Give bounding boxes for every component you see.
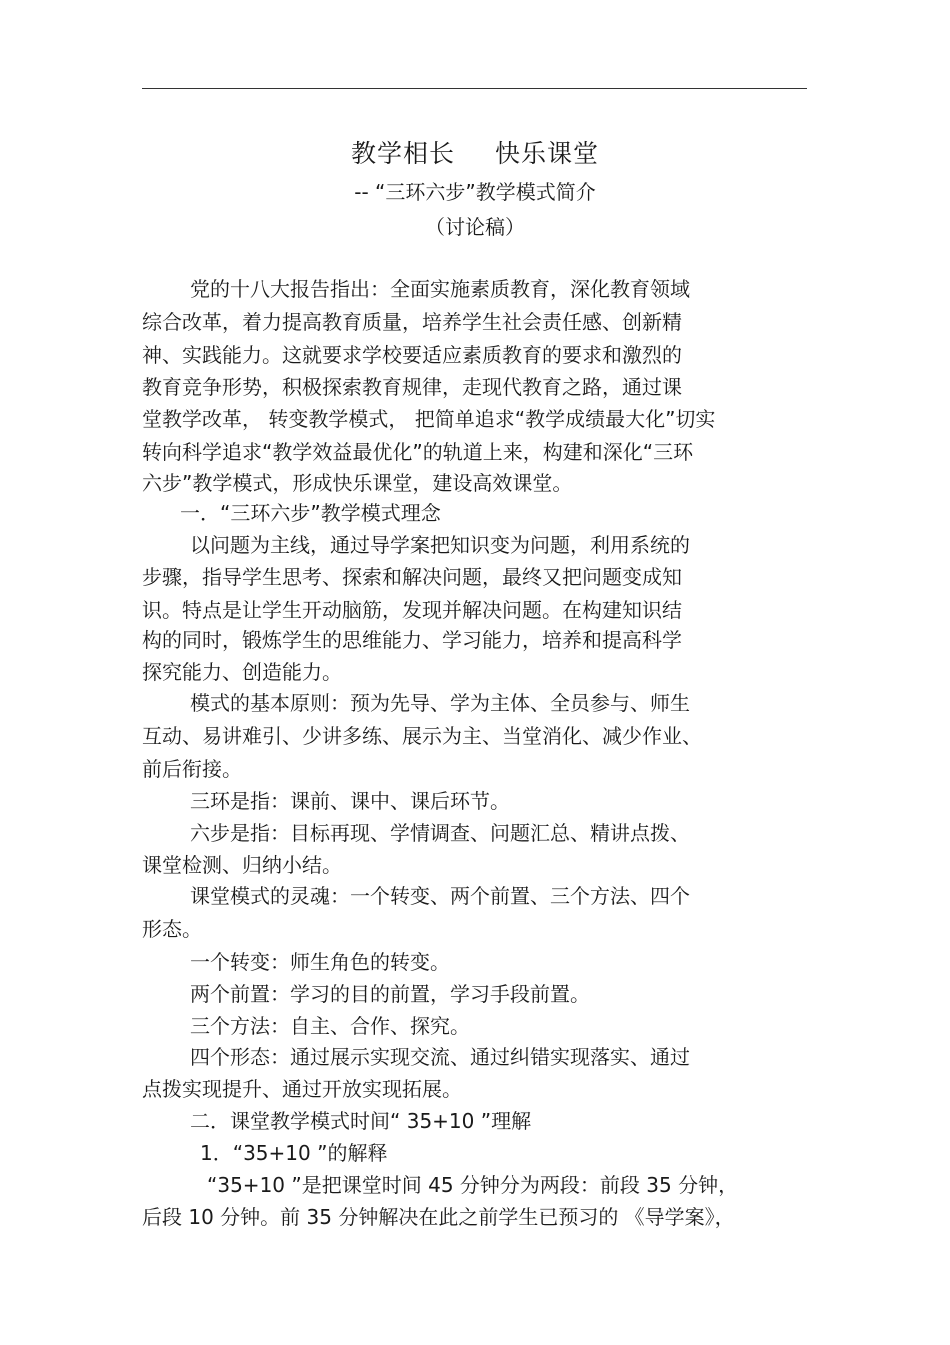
body-line: 转向科学追求“教学效益最优化”的轨道上来，构建和深化“三环 [142,440,694,464]
header-rule [142,88,807,89]
body-line: 步骤，指导学生思考、探索和解决问题，最终又把问题变成知 [142,565,682,589]
body-line: 以问题为主线，通过导学案把知识变为问题，利用系统的 [190,533,690,557]
document-title [0,134,950,170]
body-line: 三个方法：自主、合作、探究。 [190,1014,470,1038]
body-line: 六步”教学模式，形成快乐课堂，建设高效课堂。 [142,471,573,495]
body-line: 探究能力、创造能力。 [142,660,342,684]
body-line: 互动、易讲难引、少讲多练、展示为主、当堂消化、减少作业、 [142,724,702,748]
document-subtitle: -- “三环六步”教学模式简介 [354,180,596,204]
body-line: 一个转变：师生角色的转变。 [190,950,450,974]
body-line: “35+10 ”是把课堂时间 45 分钟分为两段：前段 35 分钟， [207,1173,739,1197]
body-line: 四个形态：通过展示实现交流、通过纠错实现落实、通过 [190,1045,690,1069]
body-line: 后段 10 分钟。前 35 分钟解决在此之前学生已预习的 《导学案》， [142,1205,735,1229]
title-part-2: 快乐课堂 [495,139,600,168]
body-line: 教育竞争形势，积极探索教育规律，走现代教育之路，通过课 [142,375,682,399]
body-line: 六步是指：目标再现、学情调查、问题汇总、精讲点拨、 [190,821,690,845]
section-heading: 一．“三环六步”教学模式理念 [180,501,441,525]
body-line: 前后衔接。 [142,757,242,781]
body-line: 识。特点是让学生开动脑筋，发现并解决问题。在构建知识结 [142,598,682,622]
body-line: 课堂检测、归纳小结。 [142,853,342,877]
draft-label: （讨论稿） [425,215,525,239]
title-part-1: 教学相长 [350,139,455,168]
body-line: 构的同时，锻炼学生的思维能力、学习能力，培养和提高科学 [142,628,682,652]
body-line: 综合改革，着力提高教育质量，培养学生社会责任感、创新精 [142,310,682,334]
body-line: 模式的基本原则：预为先导、学为主体、全员参与、师生 [190,691,690,715]
body-line: 两个前置：学习的目的前置，学习手段前置。 [190,982,590,1006]
body-line: 三环是指：课前、课中、课后环节。 [190,789,510,813]
subsection-heading: 1．“35+10 ”的解释 [200,1141,388,1165]
body-line: 堂教学改革， 转变教学模式， 把简单追求“教学成绩最大化”切实 [142,407,716,431]
body-line: 课堂模式的灵魂：一个转变、两个前置、三个方法、四个 [190,884,690,908]
body-line: 神、实践能力。这就要求学校要适应素质教育的要求和激烈的 [142,343,682,367]
body-line: 形态。 [142,917,202,941]
body-line: 点拨实现提升、通过开放实现拓展。 [142,1077,462,1101]
section-heading: 二．课堂教学模式时间“ 35+10 ”理解 [190,1109,532,1133]
body-line: 党的十八大报告指出：全面实施素质教育，深化教育领域 [190,277,690,301]
